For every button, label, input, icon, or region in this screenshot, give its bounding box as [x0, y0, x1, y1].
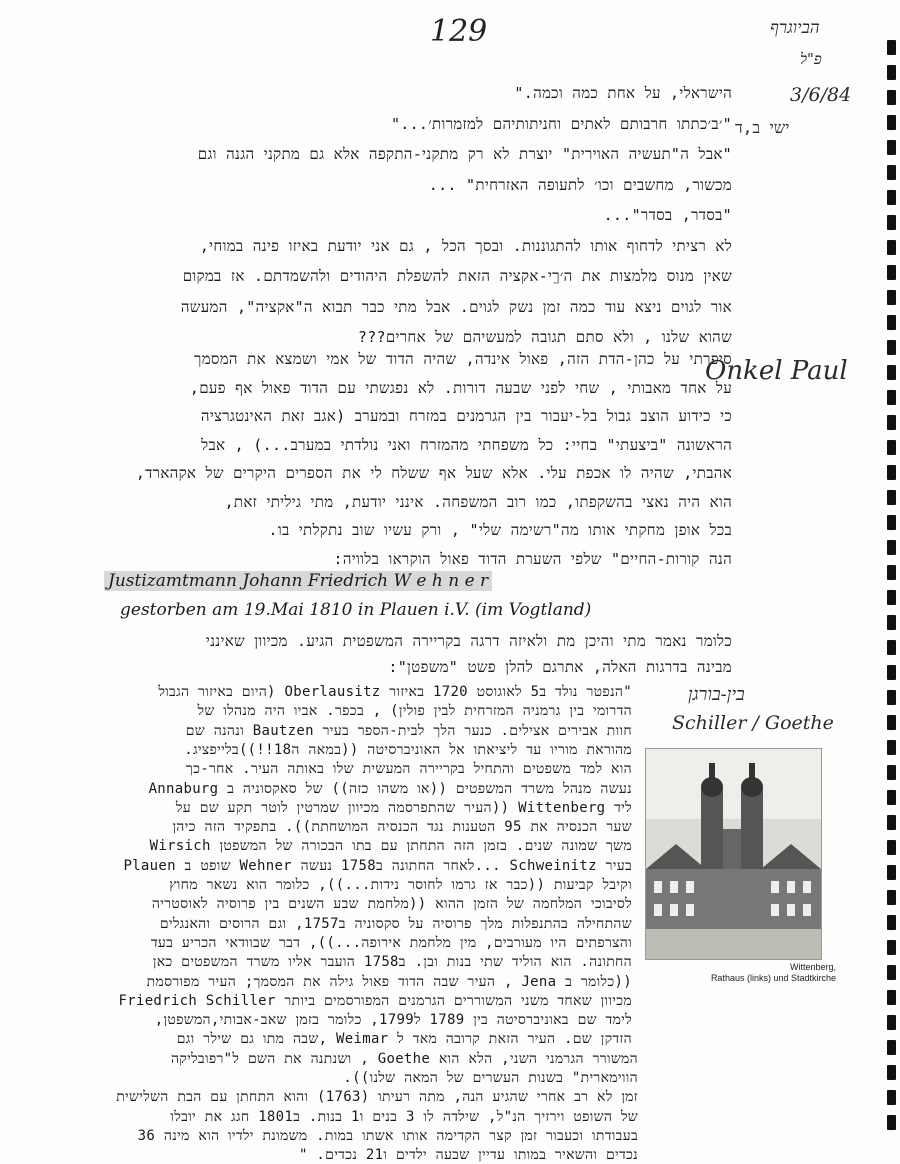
photo-caption-line1: Wittenberg, — [789, 962, 836, 972]
text-line: מכשור, מחשבים וכו׳ לתעופה האזרחית" ... — [428, 175, 732, 194]
binder-hole — [887, 965, 896, 980]
binder-hole — [887, 540, 896, 555]
binder-hole — [887, 1015, 896, 1030]
text-line: לא רציתי לדחוף אותו להתגוננות. ובסך הכל , גם אני יודעת באיזו פינה במוחי, — [199, 236, 732, 255]
text-line: כי כידוע הוצב גבול בל-יעבור בין הגרמנים במזרח ובמערב (אגב זאת האינטגרציה — [200, 407, 732, 425]
binder-hole — [887, 265, 896, 280]
margin-note-reference: ישי ב,ד — [735, 118, 790, 137]
wittenberg-photo — [645, 748, 822, 960]
binder-hole — [887, 40, 896, 55]
text-line: מכיוון שאחד משני המשוררים הגרמנים המפורסמים ביותר Friedrich Schiller — [118, 992, 632, 1009]
text-line: סיפרתי על כהן-הדת הזה, פאול אינדה, שהיה הדוד של אמי ושמצא את המסמך — [194, 350, 732, 368]
text-line: הישראלי, על אחת כמה וכמה." — [514, 84, 732, 102]
binder-hole — [887, 515, 896, 530]
text-line: כלומר נאמר מתי והיכן מת ולאיזה דרגה בקריירה המשפטית הגיע. מכיוון שאינני — [205, 632, 732, 650]
binder-holes — [886, 40, 896, 1150]
binder-hole — [887, 915, 896, 930]
binder-hole — [887, 290, 896, 305]
text-line: הראשונה "ביצעתי" בחיי: כל משפחתי מהמזרח ואני נולדתי במערב...) , אבל — [201, 435, 732, 454]
binder-hole — [887, 815, 896, 830]
binder-hole — [887, 865, 896, 880]
german-heading-line1: Justizamtmann Johann Friedrich W e h n e r — [104, 571, 492, 591]
margin-note-schiller-goethe: Schiller / Goethe — [672, 712, 834, 734]
binder-hole — [887, 140, 896, 155]
margin-note-top: הביוגרף — [770, 18, 820, 38]
binder-hole — [887, 440, 896, 455]
binder-hole — [887, 340, 896, 355]
text-line: לסיבוכי המלחמה של הזמן ההוא ((מלחמת שבע השנים בין פרוסיה לאוסטריה — [151, 896, 632, 913]
binder-hole — [887, 1065, 896, 1080]
text-line: הוא היה נאצי בהשקפתו, כמו רוב המשפחה. אינני יודעת, מתי גיליתי זאת, — [224, 492, 732, 511]
text-line: "׳ב׳כתתו חרבותם לאתים וחניתותיהם למזמרות׳..." — [390, 114, 732, 133]
text-line: בעיר Schweinitz ...לאחר החתונה ב1758 נעשה Wehner שופט ב Plauen — [123, 857, 632, 874]
text-line: לימד שם באוניברסיטה בין 1789 ל1799, כלומר בזמן שאב-אבותי,המשפטן, — [154, 1012, 632, 1029]
text-line: הדרומי בין גרמניה המזרחית לבין פולין) , בכפר. אביו היה מנהלו של — [197, 703, 632, 720]
text-line: אהבתי, שהיה לו אכפת עלי. אלא שעל אף ששלח לי את הספרים היקרים של אקהארד, — [135, 464, 732, 482]
binder-hole — [887, 840, 896, 855]
margin-note-hebrew: בין-בורגן — [688, 684, 745, 705]
binder-hole — [887, 90, 896, 105]
binder-hole — [887, 740, 896, 755]
text-line: הוא למד משפטים והתחיל בקריירה המעשית שלו באותה העיר. אחר-כך — [185, 761, 632, 778]
german-heading-line2: gestorben am 19.Mai 1810 in Plauen i.V. (im Vogtland) — [120, 600, 592, 620]
text-line: "הנפטר נולד ב5 לאוגוסט 1720 באיזור Oberlausitz (היום באיזור הגבול — [158, 684, 632, 700]
text-line: זמן לא רב אחרי שהגיע הנה, מתה רעיתו (1763) והוא התחתן עם הבת השלישית — [116, 1089, 638, 1106]
binder-hole — [887, 490, 896, 505]
binder-hole — [887, 165, 896, 180]
binder-hole — [887, 990, 896, 1005]
binder-hole — [887, 890, 896, 905]
binder-hole — [887, 615, 896, 630]
binder-hole — [887, 715, 896, 730]
text-line: בעבודתו וכעבור זמן קצר הקדימה אותו אשתו במות. משמונת ילדיו הוא מינה 36 — [137, 1127, 638, 1144]
text-line: החתונה. הוא הוליד שתי בנות ובן. ב1758 הועבר אליו משרד המשפטים כאן — [152, 954, 632, 971]
text-line: הווימארית" בשנות העשרים של המאה שלנו)). — [343, 1070, 638, 1086]
text-line: שהתחילה בהתנפלות מלך פרוסיה על סקסוניה ב1757, וגם הרוסים והאנגלים — [159, 915, 632, 932]
binder-hole — [887, 315, 896, 330]
text-line: הזדקן שם. העיר הזאת קרובה מאד ל Weimar ,שבה מתו גם שילר וגם — [176, 1031, 632, 1048]
binder-hole — [887, 190, 896, 205]
binder-hole — [887, 940, 896, 955]
text-line: נעשה מנהל משרד המשפטים ((או משהו כזה)) של סאקסוניה ב Annaburg — [148, 780, 632, 797]
town-hall-church-illustration — [646, 749, 821, 959]
text-line: שאין מנוס מלמצות את ה׳ךֵי-אקציה הזאת להשפלת היהודים ולהשמדתם. אז במקום — [182, 267, 732, 285]
binder-hole — [887, 1115, 896, 1130]
binder-hole — [887, 215, 896, 230]
text-line: הנה קורות-החיים" שלפי השערת הדוד פאול הוקראו בלוויה: — [333, 549, 732, 568]
binder-hole — [887, 790, 896, 805]
text-line: של השופט וירזיך הנ"ל, שילדה לו 3 בנים ו1 בנות. ב1801 חגג את יובלו — [170, 1108, 638, 1125]
binder-hole — [887, 65, 896, 80]
binder-hole — [887, 765, 896, 780]
text-line: שהוא שלנו , ולא סתם תגובה למעשיהם של אחרים??? — [357, 328, 732, 346]
text-line: "בסדר, בסדר"... — [603, 206, 732, 224]
text-line: המשורר הגרמני השני, הלא הוא Goethe , ושנתנה את השם ל"רפובליקה — [170, 1050, 638, 1067]
text-line: אור לגוים ניצא עוד כמה זמן נשק לגוים. אבל מתי כבר תבוא ה"אקציה", המעשה — [180, 297, 732, 316]
page-number: 129 — [430, 14, 488, 49]
text-line: מבינה בדרגות האלה, אתרגם להלן פשט "משפטן": — [388, 658, 732, 676]
text-line: שער הכנסיה את 95 הטענות נגד הכנסיה המושחתת)). בתפקיד הזה כיהן — [172, 819, 632, 836]
binder-hole — [887, 590, 896, 605]
text-line: והצרפתים היו מעורבים, מין מלחמת אירופה...)), דבר שבוודאי הכריע בעד — [150, 934, 632, 951]
text-line: על אחד מאבותי , שחי לפני שבעה דורות. לא נפגשתי עם הדוד פאול אף פעם, — [189, 378, 732, 397]
text-line: נכדים והשאיר במותו עדיין שבעה ילדים ו21 נכדים. " — [298, 1147, 638, 1164]
binder-hole — [887, 415, 896, 430]
photo-caption — [696, 962, 836, 984]
text-line: "אבל ה"תעשיה האוירית" יוצרת לא רק מתקני-התקפה אלא גם מתקני הגנה וגם — [197, 145, 732, 163]
binder-hole — [887, 240, 896, 255]
binder-hole — [887, 465, 896, 480]
binder-hole — [887, 665, 896, 680]
binder-hole — [887, 115, 896, 130]
binder-hole — [887, 565, 896, 580]
text-line: ליד Wittenberg ((העיר שהתפרסמה מכיוון שמרטין לוטר תקע שם על — [175, 799, 632, 816]
binder-hole — [887, 1090, 896, 1105]
binder-hole — [887, 690, 896, 705]
margin-note-onkel-paul: Onkel Paul — [705, 356, 848, 386]
photo-caption-line2: Rathaus (links) und Stadtkirche — [710, 973, 836, 983]
text-line: וקיבל קביעות ((כבר אז גרמו לחוסר נידות...)), כלומר הוא נשאר מחוץ — [169, 877, 632, 893]
text-line: בכל אופן מחקתי אותו מה"רשימה שלי" , ורק עשיו שוב נתקלתי בו. — [268, 521, 732, 539]
margin-note-initials: פ"ל — [800, 50, 822, 68]
text-line: ((כלומר ב Jena , העיר שבה הדוד פאול גילה את המסמך; העיר מפורסמת — [146, 973, 632, 990]
text-line: משך שמונה שנים. בזמן הזה התחתן עם בתו הבכורה של המשפטן Wirsich — [149, 838, 632, 855]
binder-hole — [887, 390, 896, 405]
margin-note-date: 3/6/84 — [790, 84, 852, 106]
binder-hole — [887, 365, 896, 380]
text-line: מהוראת מוריו עד ליציאתו אל האוניברסיטה ((במאה ה18!!))בלייפציג. — [184, 741, 632, 758]
binder-hole — [887, 640, 896, 655]
binder-hole — [887, 1040, 896, 1055]
text-line: חוות אבירים אצילים. כנער הלך לבית-הספר בעיר Bautzen ונהנה שם — [185, 722, 632, 739]
